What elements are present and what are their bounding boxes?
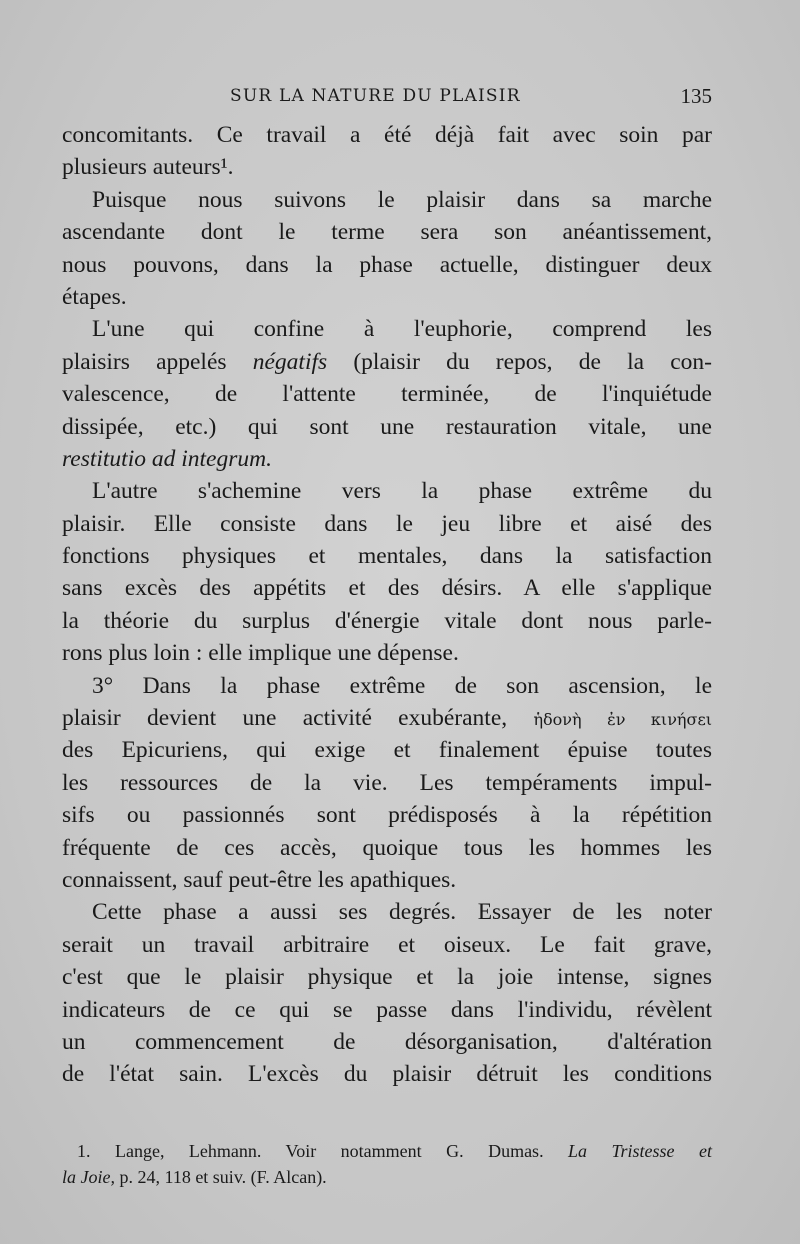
- page-number: 135: [680, 84, 712, 108]
- footnote-line: [62, 1164, 712, 1190]
- text-line: rons plus loin : elle implique une dépense.: [62, 640, 459, 667]
- greek-phrase: ἡδονὴ ἐν κινήσει: [533, 710, 712, 730]
- text-line: [62, 346, 712, 378]
- footnote-italic-title: La Tristesse et: [568, 1141, 712, 1161]
- text-line: sans excès des appétits et des désirs. A elle s'applique: [62, 575, 712, 602]
- running-title: SUR LA NATURE DU PLAISIR: [230, 86, 521, 106]
- footnote-italic-title: la Joie,: [62, 1167, 115, 1187]
- text-fragment: (plaisir du repos, de la con-: [353, 348, 712, 375]
- text-line: indicateurs de ce qui se passe dans l'individu, révèlent: [62, 996, 712, 1023]
- text-line: Cette phase a aussi ses degrés. Essayer de les noter: [92, 899, 712, 926]
- footnotes: [62, 1138, 712, 1190]
- text-line: sifs ou passionnés sont prédisposés à la répétition: [62, 802, 712, 829]
- text-fragment: plaisirs appelés: [62, 348, 227, 375]
- italic-term: négatifs: [252, 348, 328, 375]
- text-line: Puisque nous suivons le plaisir dans sa marche: [92, 186, 712, 213]
- text-fragment: plaisir devient une activité exubérante,: [62, 705, 508, 732]
- footnote-line: [62, 1138, 712, 1164]
- footnote-text: p. 24, 118 et suiv. (F. Alcan).: [119, 1167, 327, 1187]
- text-line: valescence, de l'attente terminée, de l'inquiétude: [62, 381, 712, 408]
- text-line: plaisir. Elle consiste dans le jeu libre et aisé des: [62, 510, 712, 537]
- text-line: les ressources de la vie. Les tempéraments impul-: [62, 769, 712, 796]
- text-line: 3° Dans la phase extrême de son ascension, le: [92, 672, 712, 699]
- text-line: dissipée, etc.) qui sont une restauration vitale, une: [62, 413, 712, 440]
- main-text: [62, 119, 712, 1091]
- text-line: un commencement de désorganisation, d'altération: [62, 1028, 712, 1055]
- text-line: L'autre s'achemine vers la phase extrême du: [92, 478, 712, 505]
- text-line: [62, 702, 712, 734]
- text-line: connaissent, sauf peut-être les apathiques.: [62, 866, 457, 893]
- text-line: étapes.: [62, 283, 127, 310]
- text-line: concomitants. Ce travail a été déjà fait avec soin par: [62, 122, 712, 148]
- text-line: nous pouvons, dans la phase actuelle, distinguer deux: [62, 251, 712, 278]
- text-line: de l'état sain. L'excès du plaisir détruit les conditions: [62, 1061, 712, 1088]
- text-line: des Epicuriens, qui exige et finalement épuise toutes: [62, 737, 712, 764]
- text-line: plusieurs auteurs¹.: [62, 154, 234, 181]
- footnote-text: 1. Lange, Lehmann. Voir notamment G. Dumas.: [77, 1141, 544, 1161]
- text-line: fonctions physiques et mentales, dans la satisfaction: [62, 543, 712, 570]
- text-line: la théorie du surplus d'énergie vitale dont nous parle-: [62, 607, 712, 634]
- text-line: restitutio ad integrum.: [62, 445, 272, 472]
- text-line: c'est que le plaisir physique et la joie intense, signes: [62, 964, 712, 991]
- text-line: ascendante dont le terme sera son anéantissement,: [62, 219, 712, 246]
- text-line: L'une qui confine à l'euphorie, comprend les: [92, 316, 712, 343]
- text-line: serait un travail arbitraire et oiseux. Le fait grave,: [62, 931, 712, 958]
- text-line: fréquente de ces accès, quoique tous les hommes les: [62, 834, 712, 861]
- page-header: [62, 86, 712, 112]
